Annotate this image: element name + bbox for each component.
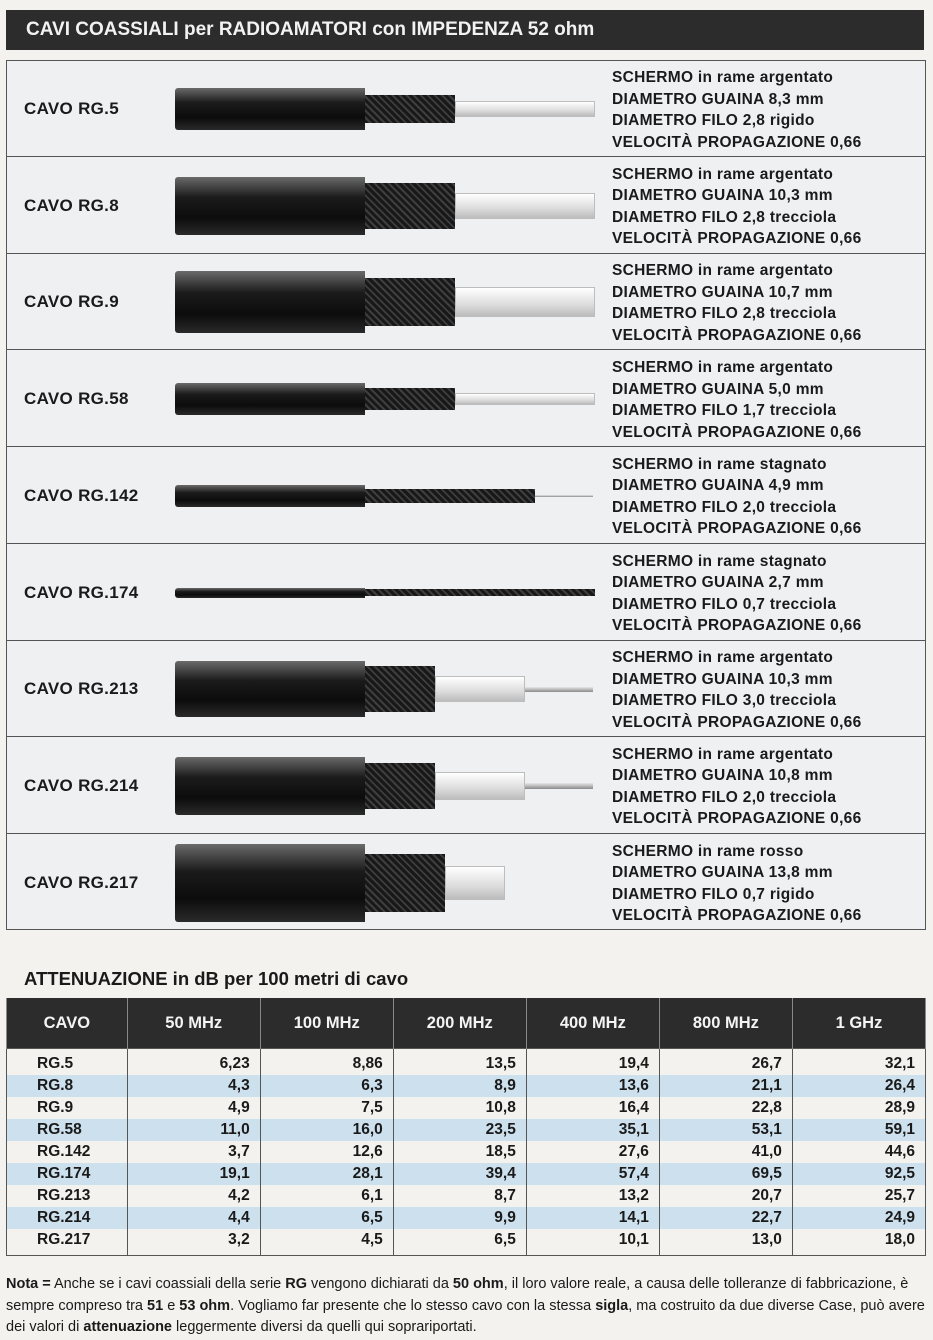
cable-name: CAVO RG.142 <box>24 485 139 505</box>
cable-specs <box>612 841 862 927</box>
value-cell: 18,5 <box>393 1141 526 1163</box>
value-cell: 4,5 <box>260 1229 393 1251</box>
value-cell: 3,7 <box>127 1141 260 1163</box>
value-cell: 32,1 <box>792 1053 925 1075</box>
cable-specs <box>612 647 862 733</box>
spec-line: SCHERMO in rame argentato <box>612 69 834 86</box>
note-text: Anche se i cavi coassiali della serie <box>50 1276 286 1292</box>
attenuation-header-row <box>7 998 926 1049</box>
cable-photo <box>175 545 595 641</box>
value-cell: 10,8 <box>393 1097 526 1119</box>
spec-line: DIAMETRO GUAINA 8,3 mm <box>612 90 824 108</box>
note-bold: attenuazione <box>83 1319 172 1335</box>
cable-cell: RG.8 <box>7 1075 128 1097</box>
cable-name: CAVO RG.58 <box>24 389 129 409</box>
note-text: , il loro valore reale, a causa delle tolleranze di fabbricazione, è sempre compreso tra <box>6 1276 909 1314</box>
table-row <box>7 1053 926 1075</box>
cable-photo <box>175 738 595 834</box>
spec-line: DIAMETRO FILO 2,0 trecciola <box>612 498 837 516</box>
spec-line: DIAMETRO GUAINA 2,7 mm <box>612 574 824 591</box>
spec-line: VELOCITÀ PROPAGAZIONE 0,66 <box>612 423 862 441</box>
cable-specs <box>612 551 862 637</box>
cable-specs <box>612 164 862 250</box>
col-header: 400 MHz <box>526 998 659 1049</box>
cable-row <box>7 448 925 544</box>
spec-line: VELOCITÀ PROPAGAZIONE 0,66 <box>612 617 862 634</box>
table-row <box>7 1185 926 1207</box>
table-row <box>7 1229 926 1251</box>
value-cell: 4,9 <box>127 1097 260 1119</box>
value-cell: 6,23 <box>127 1053 260 1075</box>
cable-name: CAVO RG.214 <box>24 775 139 795</box>
cable-row <box>7 254 925 350</box>
spec-line: DIAMETRO FILO 0,7 trecciola <box>612 595 837 613</box>
spec-line: SCHERMO in rame rosso <box>612 842 804 860</box>
table-row <box>7 1097 926 1119</box>
value-cell: 8,86 <box>260 1053 393 1075</box>
cable-cell: RG.174 <box>7 1163 128 1185</box>
note-bold: sigla <box>595 1297 629 1314</box>
col-header: 50 MHz <box>127 998 260 1049</box>
note-text: , ma costruito da due diverse Case, può avere dei valori di <box>6 1297 925 1335</box>
cable-row <box>7 61 925 157</box>
spec-line: VELOCITÀ PROPAGAZIONE 0,66 <box>612 133 862 151</box>
spec-line: DIAMETRO FILO 3,0 trecciola <box>612 692 837 710</box>
spec-line: DIAMETRO FILO 0,7 rigido <box>612 885 815 903</box>
spec-line: DIAMETRO GUAINA 4,9 mm <box>612 477 824 495</box>
note-bold: RG <box>285 1276 308 1292</box>
cable-photo <box>175 158 595 254</box>
value-cell: 13,5 <box>393 1053 526 1075</box>
value-cell: 92,5 <box>792 1163 925 1185</box>
spec-line: VELOCITÀ PROPAGAZIONE 0,66 <box>612 230 862 248</box>
cable-cell: RG.9 <box>7 1097 128 1119</box>
value-cell: 59,1 <box>792 1119 925 1141</box>
attenuation-title: ATTENUAZIONE in dB per 100 metri di cavo <box>24 968 409 989</box>
cable-specs <box>612 260 862 346</box>
value-cell: 6,5 <box>393 1229 526 1251</box>
value-cell: 23,5 <box>393 1119 526 1141</box>
note-label: Nota = <box>6 1276 51 1292</box>
spec-line: DIAMETRO FILO 2,0 trecciola <box>612 788 837 806</box>
spec-line: SCHERMO in rame argentato <box>612 262 834 280</box>
cable-cell: RG.214 <box>7 1207 128 1229</box>
value-cell: 12,6 <box>260 1141 393 1163</box>
value-cell: 41,0 <box>659 1141 792 1163</box>
cable-cell: RG.217 <box>7 1229 128 1251</box>
table-row <box>7 1119 926 1141</box>
value-cell: 6,5 <box>260 1207 393 1229</box>
cable-cell: RG.142 <box>7 1141 128 1163</box>
value-cell: 24,9 <box>792 1207 925 1229</box>
value-cell: 20,7 <box>659 1185 792 1207</box>
value-cell: 3,2 <box>127 1229 260 1251</box>
spec-line: SCHERMO in rame stagnato <box>612 552 827 570</box>
cable-list <box>6 60 926 930</box>
col-header: 200 MHz <box>393 998 526 1049</box>
cable-cell: RG.5 <box>7 1053 128 1075</box>
spec-line: DIAMETRO GUAINA 10,3 mm <box>612 670 833 688</box>
value-cell: 13,6 <box>526 1075 659 1097</box>
cable-specs <box>612 357 862 443</box>
value-cell: 25,7 <box>792 1185 925 1207</box>
note-text: e <box>163 1297 180 1314</box>
spec-line: SCHERMO in rame stagnato <box>612 455 827 473</box>
cable-row <box>7 158 925 254</box>
table-row <box>7 1141 926 1163</box>
attenuation-body <box>7 1049 926 1256</box>
spec-line: DIAMETRO GUAINA 13,8 mm <box>612 864 833 882</box>
spec-line: VELOCITÀ PROPAGAZIONE 0,66 <box>612 810 862 828</box>
cable-row <box>7 835 925 931</box>
value-cell: 21,1 <box>659 1075 792 1097</box>
note-text: vengono dichiarati da <box>307 1276 453 1292</box>
note-bold: 50 ohm <box>452 1276 504 1292</box>
cable-cell: RG.213 <box>7 1185 128 1207</box>
value-cell: 7,5 <box>260 1097 393 1119</box>
note-text: . Vogliamo far presente che lo stesso cavo con la stessa <box>230 1297 596 1314</box>
spec-line: DIAMETRO FILO 1,7 trecciola <box>612 402 837 420</box>
cable-row <box>7 641 925 737</box>
table-row <box>7 1207 926 1229</box>
cable-row <box>7 351 925 447</box>
cable-name: CAVO RG.217 <box>24 872 139 892</box>
spec-line: DIAMETRO FILO 2,8 rigido <box>612 112 815 129</box>
spec-line: DIAMETRO FILO 2,8 trecciola <box>612 305 837 323</box>
note-bold: 53 ohm <box>179 1297 231 1314</box>
value-cell: 19,1 <box>127 1163 260 1185</box>
value-cell: 4,4 <box>127 1207 260 1229</box>
value-cell: 53,1 <box>659 1119 792 1141</box>
cable-name: CAVO RG.5 <box>24 99 119 118</box>
table-row <box>7 1163 926 1185</box>
attenuation-table <box>6 998 926 1256</box>
spec-line: VELOCITÀ PROPAGAZIONE 0,66 <box>612 713 862 731</box>
spec-line: DIAMETRO GUAINA 5,0 mm <box>612 380 824 398</box>
cable-name: CAVO RG.213 <box>24 679 139 699</box>
value-cell: 35,1 <box>526 1119 659 1141</box>
value-cell: 6,1 <box>260 1185 393 1207</box>
spec-line: DIAMETRO GUAINA 10,3 mm <box>612 187 833 205</box>
cable-photo <box>175 448 595 544</box>
spec-line: SCHERMO in rame argentato <box>612 745 834 763</box>
value-cell: 44,6 <box>792 1141 925 1163</box>
value-cell: 28,1 <box>260 1163 393 1185</box>
cable-specs <box>612 454 862 540</box>
value-cell: 22,8 <box>659 1097 792 1119</box>
value-cell: 16,4 <box>526 1097 659 1119</box>
spec-line: SCHERMO in rame argentato <box>612 649 834 667</box>
value-cell: 57,4 <box>526 1163 659 1185</box>
value-cell: 14,1 <box>526 1207 659 1229</box>
page-title: CAVI COASSIALI per RADIOAMATORI con IMPEDENZA 52 ohm <box>6 10 924 50</box>
cable-specs <box>612 744 862 830</box>
cable-name: CAVO RG.8 <box>24 195 119 215</box>
value-cell: 18,0 <box>792 1229 925 1251</box>
value-cell: 11,0 <box>127 1119 260 1141</box>
cable-name: CAVO RG.9 <box>24 292 119 312</box>
cable-photo <box>175 61 595 157</box>
value-cell: 27,6 <box>526 1141 659 1163</box>
cable-row <box>7 545 925 641</box>
col-header: CAVO <box>7 998 128 1049</box>
spec-line: VELOCITÀ PROPAGAZIONE 0,66 <box>612 907 862 925</box>
cable-photo <box>175 835 595 931</box>
value-cell: 39,4 <box>393 1163 526 1185</box>
spec-line: SCHERMO in rame argentato <box>612 359 834 377</box>
value-cell: 10,1 <box>526 1229 659 1251</box>
value-cell: 9,9 <box>393 1207 526 1229</box>
cable-photo <box>175 254 595 350</box>
note-paragraph <box>6 1274 926 1339</box>
note-bold: 51 <box>147 1297 164 1314</box>
value-cell: 4,2 <box>127 1185 260 1207</box>
spec-line: SCHERMO in rame argentato <box>612 165 834 183</box>
value-cell: 8,7 <box>393 1185 526 1207</box>
value-cell: 28,9 <box>792 1097 925 1119</box>
cable-row <box>7 738 925 834</box>
cable-cell: RG.58 <box>7 1119 128 1141</box>
cable-photo <box>175 351 595 447</box>
value-cell: 22,7 <box>659 1207 792 1229</box>
value-cell: 16,0 <box>260 1119 393 1141</box>
value-cell: 8,9 <box>393 1075 526 1097</box>
table-row <box>7 1075 926 1097</box>
value-cell: 26,4 <box>792 1075 925 1097</box>
value-cell: 19,4 <box>526 1053 659 1075</box>
col-header: 1 GHz <box>792 998 925 1049</box>
value-cell: 26,7 <box>659 1053 792 1075</box>
value-cell: 69,5 <box>659 1163 792 1185</box>
col-header: 800 MHz <box>659 998 792 1049</box>
spec-line: DIAMETRO GUAINA 10,8 mm <box>612 767 833 785</box>
spec-line: VELOCITÀ PROPAGAZIONE 0,66 <box>612 326 862 344</box>
cable-specs <box>612 67 862 153</box>
col-header: 100 MHz <box>260 998 393 1049</box>
value-cell: 4,3 <box>127 1075 260 1097</box>
note-text: leggermente diversi da quelli qui soprariportati. <box>172 1319 477 1335</box>
cable-name: CAVO RG.174 <box>24 582 139 602</box>
value-cell: 13,0 <box>659 1229 792 1251</box>
value-cell: 13,2 <box>526 1185 659 1207</box>
spec-line: VELOCITÀ PROPAGAZIONE 0,66 <box>612 520 862 538</box>
value-cell: 6,3 <box>260 1075 393 1097</box>
spec-line: DIAMETRO GUAINA 10,7 mm <box>612 283 833 301</box>
cable-photo <box>175 641 595 737</box>
spec-line: DIAMETRO FILO 2,8 trecciola <box>612 208 837 226</box>
